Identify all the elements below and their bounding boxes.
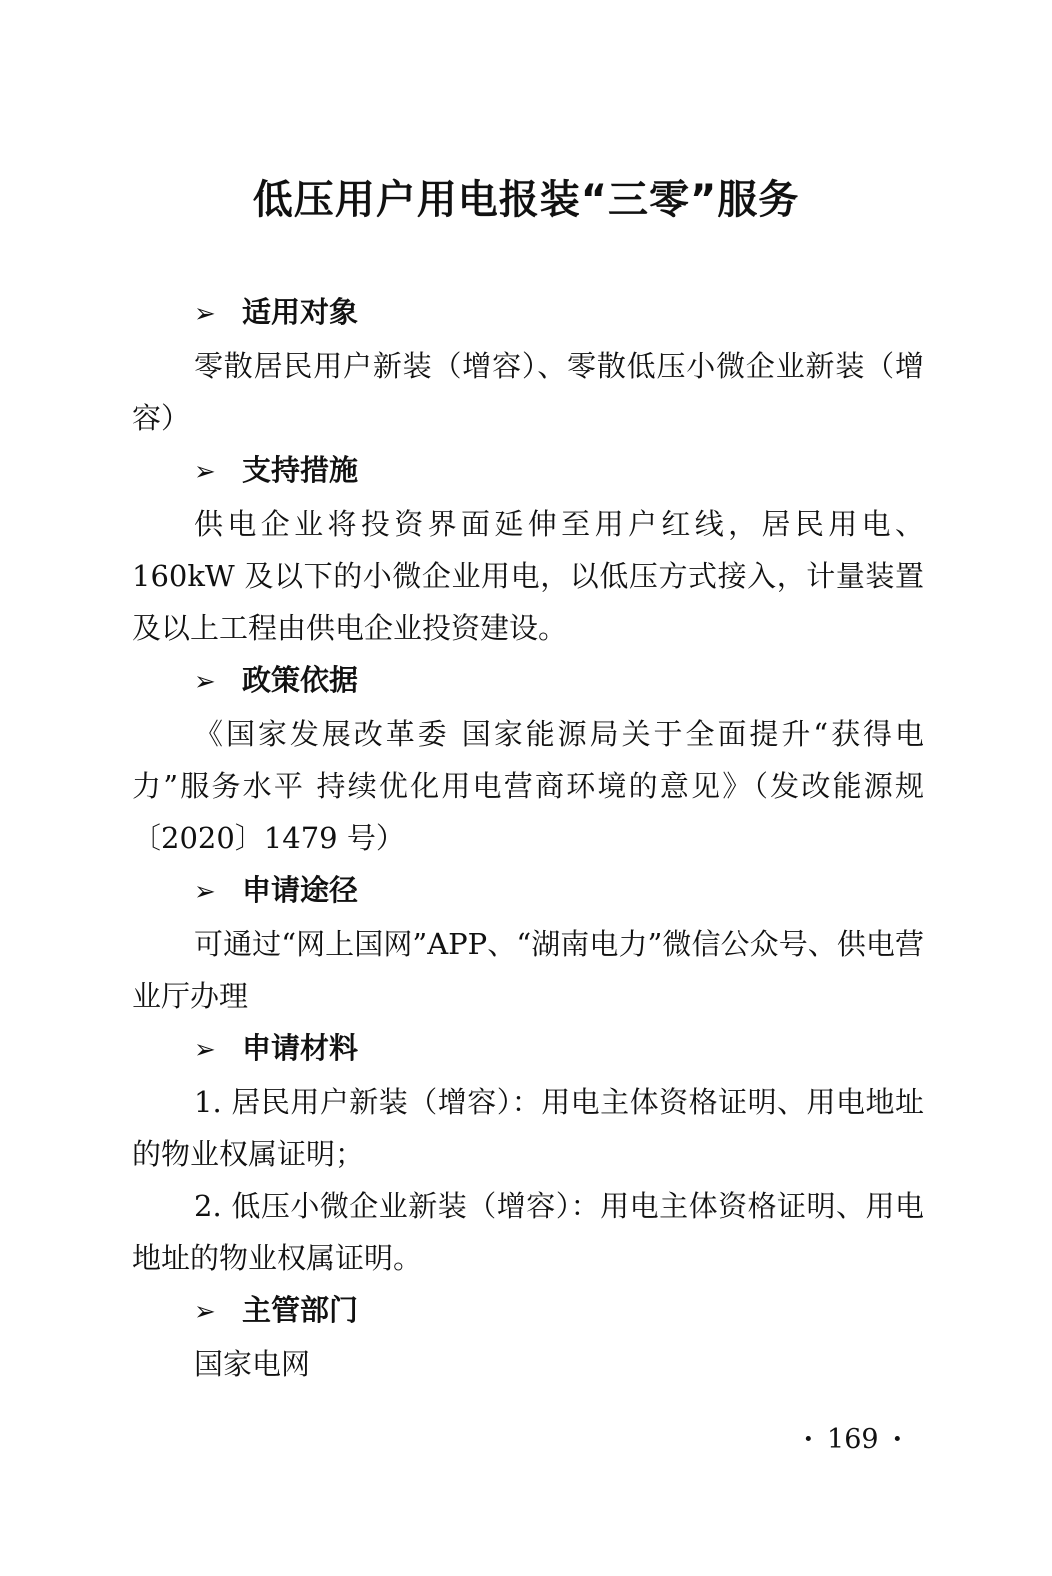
section-applicable-objects bbox=[132, 286, 924, 444]
document-body bbox=[132, 286, 924, 1390]
section-heading bbox=[132, 654, 924, 708]
section-paragraph: 1. 居民用户新装（增容）：用电主体资格证明、用电地址的物业权属证明； bbox=[132, 1085, 924, 1171]
section-policy-basis bbox=[132, 654, 924, 864]
page-number-text: 169 bbox=[827, 1424, 879, 1455]
section-heading bbox=[132, 444, 924, 498]
arrow-bullet-icon: ➢ bbox=[194, 1035, 216, 1065]
section-heading-text: 主管部门 bbox=[242, 1293, 359, 1327]
section-application-channels bbox=[132, 864, 924, 1022]
folio-dot-right: · bbox=[892, 1424, 902, 1455]
arrow-bullet-icon: ➢ bbox=[194, 299, 216, 329]
arrow-bullet-icon: ➢ bbox=[194, 667, 216, 697]
section-heading-text: 政策依据 bbox=[242, 663, 359, 697]
page-title: 低压用户用电报装“三零”服务 bbox=[252, 177, 800, 223]
section-competent-department bbox=[132, 1284, 924, 1390]
section-heading-text: 适用对象 bbox=[242, 295, 359, 329]
section-paragraph: 供电企业将投资界面延伸至用户红线，居民用电、160kW 及以下的小微企业用电，以低压方式接入，计量装置及以上工程由供电企业投资建设。 bbox=[132, 507, 924, 645]
section-heading-text: 支持措施 bbox=[242, 453, 359, 487]
page-number bbox=[790, 1418, 916, 1462]
arrow-bullet-icon: ➢ bbox=[194, 877, 216, 907]
section-application-materials bbox=[132, 1022, 924, 1284]
section-paragraph: 《国家发展改革委 国家能源局关于全面提升“获得电力”服务水平 持续优化用电营商环境的意见》（发改能源规〔2020〕1479 号） bbox=[132, 717, 924, 855]
arrow-bullet-icon: ➢ bbox=[194, 457, 216, 487]
section-paragraph: 零散居民用户新装（增容）、零散低压小微企业新装（增容） bbox=[132, 349, 924, 435]
section-heading bbox=[132, 286, 924, 340]
section-heading-text: 申请材料 bbox=[242, 1031, 359, 1065]
section-paragraph: 可通过“网上国网”APP、“湖南电力”微信公众号、供电营业厅办理 bbox=[132, 927, 924, 1013]
section-heading bbox=[132, 864, 924, 918]
section-heading bbox=[132, 1284, 924, 1338]
section-paragraph: 2. 低压小微企业新装（增容）：用电主体资格证明、用电地址的物业权属证明。 bbox=[132, 1189, 924, 1275]
section-heading bbox=[132, 1022, 924, 1076]
section-heading-text: 申请途径 bbox=[242, 873, 359, 907]
arrow-bullet-icon: ➢ bbox=[194, 1297, 216, 1327]
folio-dot-left: · bbox=[803, 1424, 814, 1455]
section-support-measures bbox=[132, 444, 924, 654]
section-paragraph: 国家电网 bbox=[194, 1347, 311, 1381]
